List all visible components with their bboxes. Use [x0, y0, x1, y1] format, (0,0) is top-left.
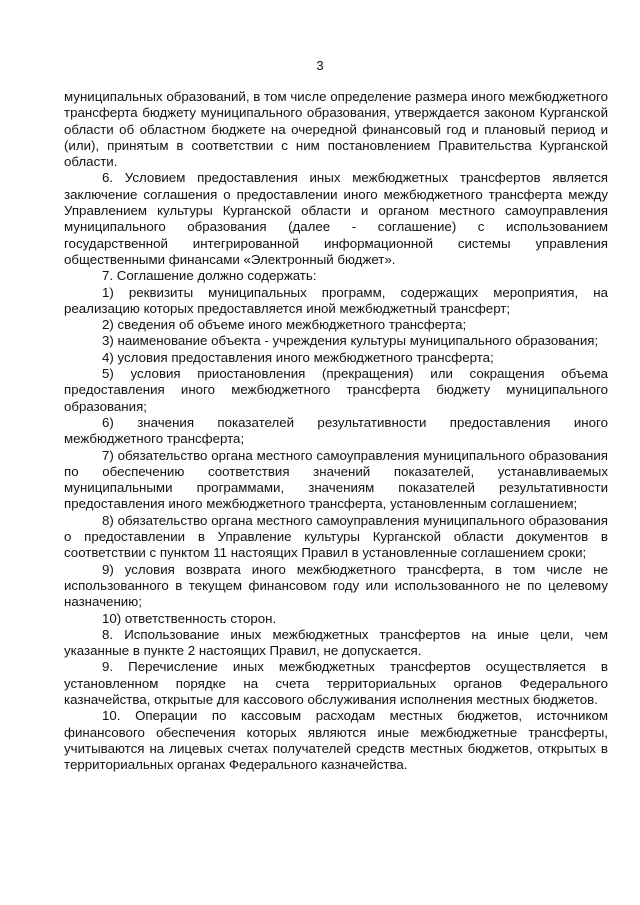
paragraph-item-6: 6. Условием предоставления иных межбюджетных трансфертов является заключение соглашения о предоставлении иного межбюджетного трансферта между Управлением культуры Курганской области и органом местного самоуправления муниципального образования (далее - соглашение) с использованием государственной интегрированной информационной системы управления общественными финансами «Электронный бюджет».: [64, 170, 608, 267]
subitem-9: 9) условия возврата иного межбюджетного трансферта, в том числе не использованного в текущем финансовом году или использованного не по целевому назначению;: [64, 561, 608, 610]
subitem-1: 1) реквизиты муниципальных программ, содержащих мероприятия, на реализацию которых предоставляется иной межбюджетный трансферт;: [64, 284, 608, 316]
paragraph-item-7: 7. Соглашение должно содержать:: [102, 268, 317, 284]
subitem-3: 3) наименование объекта - учреждения культуры муниципального образования;: [102, 333, 599, 349]
document-body: [64, 89, 608, 773]
subitem-6: 6) значения показателей результативности предоставления иного межбюджетного трансферта;: [64, 414, 608, 447]
paragraph-continuation: муниципальных образований, в том числе определение размера иного межбюджетного трансферта бюджету муниципального образования, утверждается законом Курганской области об областном бюджете на очередной финансовый год и плановый период и (или), принятым в соответствии с ним постановлением Правительства Курганской области.: [64, 89, 608, 170]
subitem-8: 8) обязательство органа местного самоуправления муниципального образования о предоставлении в Управление культуры Курганской области документов в соответствии с пунктом 11 настоящих Правил в установленные соглашением сроки;: [64, 512, 608, 561]
paragraph-item-10: 10. Операции по кассовым расходам местных бюджетов, источником финансового обеспечения которых являются иные межбюджетные трансферты, учитываются на лицевых счетах получателей средств местных бюджетов, открытых в территориальных органах Федерального казначейства.: [64, 708, 608, 773]
subitem-5: 5) условия приостановления (прекращения) или сокращения объема предоставления иного межбюджетного трансферта бюджету муниципального образования;: [64, 366, 608, 414]
subitem-2: 2) сведения об объеме иного межбюджетного трансферта;: [102, 317, 467, 333]
subitem-10: 10) ответственность сторон.: [102, 610, 277, 626]
paragraph-item-8: 8. Использование иных межбюджетных трансфертов на иные цели, чем указанные в пункте 2 настоящих Правил, не допускается.: [64, 626, 608, 659]
paragraph-item-9: 9. Перечисление иных межбюджетных трансфертов осуществляется в установленном порядке на счета территориальных органов Федерального казначейства, открытые для кассового обслуживания исполнения местных бюджетов.: [64, 659, 608, 707]
subitem-4: 4) условия предоставления иного межбюджетного трансферта;: [102, 349, 494, 365]
page-number: 3: [316, 58, 324, 73]
subitem-7: 7) обязательство органа местного самоуправления муниципального образования по обеспечению соответствия значений показателей, устанавливаемых муниципальными программами, значениям показателей результативности предоставления иного межбюджетного трансферта, установленным соглашением;: [64, 447, 608, 512]
